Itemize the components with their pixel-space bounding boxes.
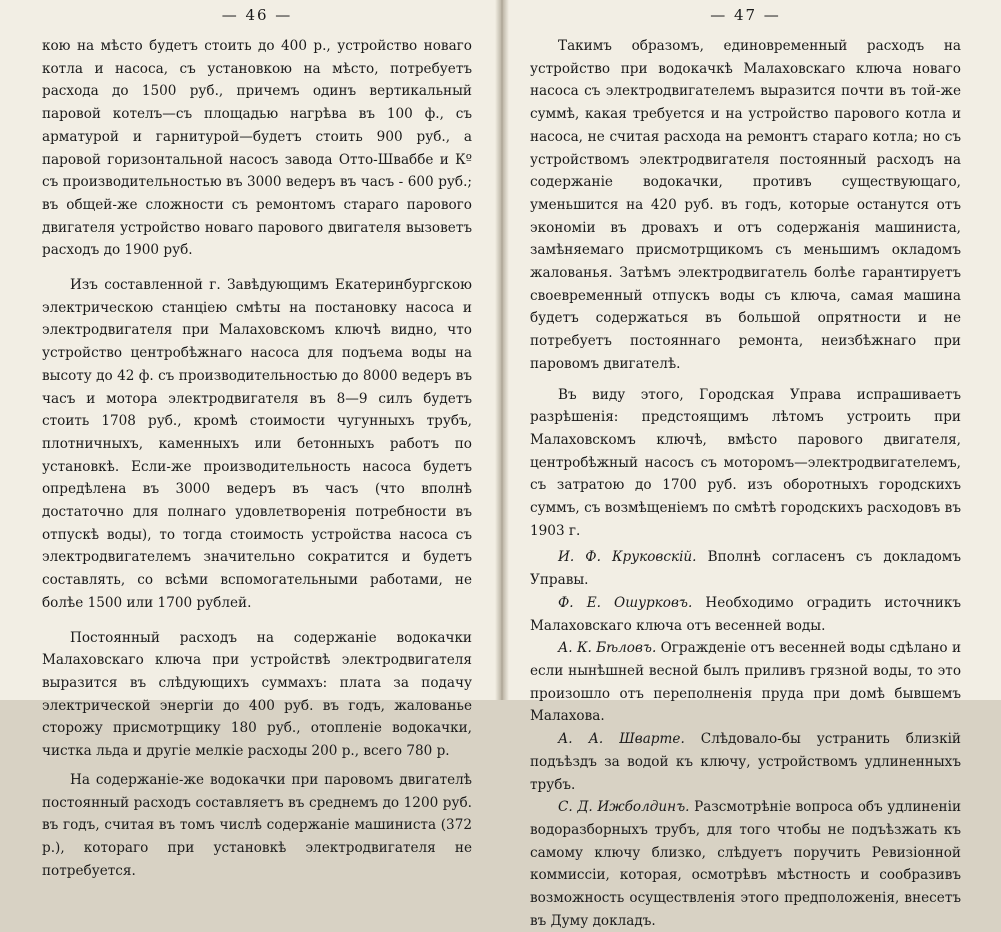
remark-text: Необходимо оградить источникъ Малаховскаго ключа отъ весенней воды. — [530, 594, 961, 634]
remark-text: Огражденіе отъ весенней воды сдѣлано и если нынѣшней весной былъ приливъ грязной воды, то это произошло отъ переполненія пруда при домѣ бывшемъ Малахова. — [530, 640, 962, 725]
paragraph: кою на мѣсто будетъ стоить до 400 р., устройство новаго котла и насоса, съ установкою на мѣсто, потребуетъ расхода до 1500 руб., причемъ одинъ вертикальный паровой котелъ—съ площадью нагрѣва въ 100 ф., съ арматурой и гарнитурой—будетъ стоить 900 руб., а паровой горизонтальной насосъ завода Отто-Шваббе и Кº съ производительностью въ 3000 ведеръ въ часъ - 600 руб.; въ общей-же сложности съ ремонтомъ стараго парового двигателя устройство новаго парового двигателя вызоветъ расходъ до 1900 руб. — [42, 38, 472, 259]
remark-text: Слѣдовало-бы устранить близкій подъѣздъ за водой къ ключу, устройствомъ удлиненныхъ трубъ. — [530, 731, 961, 793]
book-gutter — [495, 0, 509, 700]
remark — [530, 592, 961, 637]
paragraph: На содержаніе-же водокачки при паровомъ двигателѣ постоянный расходъ составляетъ въ среднемъ до 1200 руб. въ годъ, считая въ томъ числѣ содержаніе машиниста (372 р.), котораго при установкѣ электродвигателя не потребуется. — [42, 771, 472, 879]
paragraph: Изъ составленной г. Завѣдующимъ Екатеринбургскою электрическою станціею смѣты на постановку насоса и электродвигателя при Малаховскомъ ключѣ видно, что устройство центробѣжнаго насоса для подъема воды на высоту до 42 ф. съ производительностью до 8000 ведеръ въ часъ и мотора электродвигателя въ 8—9 силъ будетъ стоить 1708 руб., кромѣ стоимости чугунныхъ трубъ, плотничныхъ, каменныхъ или бетонныхъ работъ по установкѣ. Если-же производительность насоса будетъ опредѣлена въ 3000 ведеръ въ часъ (что вполнѣ достаточно для полнаго удовлетворенія потребности въ отпускѣ воды), то тогда стоимость устройства насоса съ электродвигателемъ значительно сократится и будетъ составлять, со всѣми вспомогательными работами, не болѣе 1500 или 1700 рублей. — [42, 277, 472, 611]
remark — [530, 546, 961, 591]
left-page — [0, 0, 500, 879]
speaker-name: Ф. Е. Ошурковъ. — [558, 594, 693, 611]
remark-text: Разсмотрѣніе вопроса объ удлиненіи водоразборныхъ трубъ, для того чтобы не подъѣзжать къ самому ключу близко, слѣдуетъ поручить Ревизіонной коммиссіи, которая, осмотрѣвъ мѣстность и сообразивъ возможность осуществленія этого предположенія, внесетъ въ Думу докладъ. — [530, 799, 961, 929]
speaker-name: С. Д. Ижболдинъ. — [558, 799, 690, 816]
speaker-name: А. К. Бѣловъ. — [558, 640, 657, 657]
remark — [530, 637, 961, 728]
speaker-name: А. А. Шварте. — [558, 731, 685, 748]
remark — [530, 796, 961, 932]
page-number: — 47 — — [710, 6, 781, 24]
right-page — [500, 0, 1001, 929]
remark-text: Вполнѣ согласенъ съ докладомъ Управы. — [530, 549, 961, 589]
page-number: — 46 — — [221, 6, 293, 24]
paragraph: Постоянный расходъ на содержаніе водокачки Малаховскаго ключа при устройствѣ электродвигателя выразится въ слѣдующихъ суммахъ: плата за подачу электрической энергіи до 400 руб. въ годъ, жалованье сторожу присмотрщику 180 руб., отопленіе водокачки, чистка льда и другіе мелкіе расходы 200 р., всего 780 р. — [42, 629, 472, 760]
paragraph: Въ виду этого, Городская Управа испрашиваетъ разрѣшенія: предстоящимъ лѣтомъ устроить при Малаховскомъ ключѣ, вмѣсто парового двигателя, центробѣжный насосъ съ моторомъ—электродвигателемъ, съ затратою до 1700 руб. изъ оборотныхъ городскихъ суммъ, съ возмѣщеніемъ по смѣтѣ городскихъ расходовъ въ 1903 г. — [530, 386, 961, 539]
paragraph: Такимъ образомъ, единовременный расходъ на устройство при водокачкѣ Малаховскаго ключа новаго насоса съ электродвигателемъ выразится почти въ той-же суммѣ, какая требуется и на устройство парового котла и насоса, не считая расхода на ремонтъ стараго котла; но съ устройствомъ электродвигателя постоянный расходъ на содержаніе водокачки, противъ существующаго, уменьшится на 420 руб. въ годъ, которые останутся отъ экономіи въ дровахъ и отъ содержанія машиниста, замѣняемаго присмотрщикомъ съ меньшимъ окладомъ жалованья. Затѣмъ электродвигатель болѣе гарантируетъ своевременный отпускъ воды съ ключа, самая машина будетъ содержаться въ большой опрятности и не потребуетъ постояннаго ремонта, неизбѣжнаго при паровомъ двигателѣ. — [530, 38, 961, 372]
speaker-name: И. Ф. Круковскій. — [558, 549, 697, 566]
remark — [530, 728, 961, 796]
